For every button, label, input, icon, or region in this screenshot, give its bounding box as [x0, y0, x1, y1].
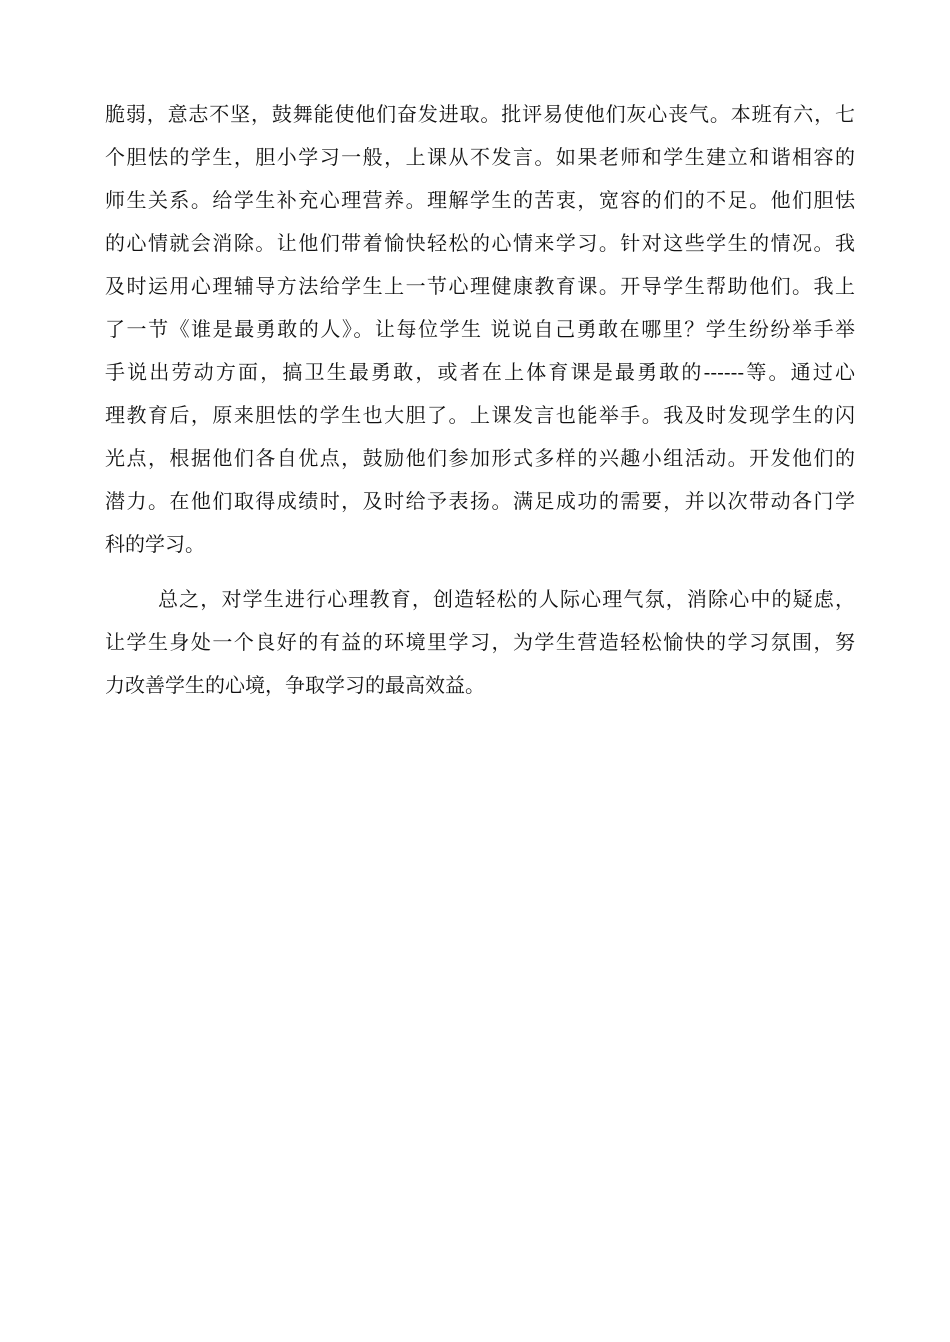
paragraph-gap	[105, 566, 855, 578]
paragraph-1	[105, 93, 855, 566]
text-line: 总之，对学生进行心理教育，创造轻松的人际心理气氛，消除心中的疑虑，	[158, 587, 855, 611]
text-line: 让学生身处一个良好的有益的环境里学习，为学生营造轻松愉快的学习氛围，努	[105, 630, 855, 654]
text-line: 光点，根据他们各自优点，鼓励他们参加形式多样的兴趣小组活动。开发他们的	[105, 446, 855, 470]
text-line: 个胆怯的学生，胆小学习一般，上课从不发言。如果老师和学生建立和谐相容的	[105, 145, 855, 169]
text-line: 的心情就会消除。让他们带着愉快轻松的心情来学习。针对这些学生的情况。我	[105, 231, 855, 255]
text-line: 及时运用心理辅导方法给学生上一节心理健康教育课。开导学生帮助他们。我上	[105, 274, 855, 298]
text-line: 理教育后，原来胆怯的学生也大胆了。上课发言也能举手。我及时发现学生的闪	[105, 403, 855, 427]
text-line: 手说出劳动方面，搞卫生最勇敢，或者在上体育课是最勇敢的------等。通过心	[105, 360, 855, 384]
document-body	[105, 93, 855, 707]
text-line: 科的学习。	[105, 532, 205, 556]
text-line: 力改善学生的心境，争取学习的最高效益。	[105, 673, 485, 697]
text-line: 脆弱，意志不坚，鼓舞能使他们奋发进取。批评易使他们灰心丧气。本班有六，七	[105, 102, 855, 126]
paragraph-2	[105, 578, 855, 707]
text-line: 了一节《谁是最勇敢的人》。让每位学生 说说自己勇敢在哪里？学生纷纷举手举	[105, 317, 855, 341]
text-line: 潜力。在他们取得成绩时，及时给予表扬。满足成功的需要，并以次带动各门学	[105, 489, 855, 513]
text-line: 师生关系。给学生补充心理营养。理解学生的苦衷，宽容的们的不足。他们胆怯	[105, 188, 855, 212]
